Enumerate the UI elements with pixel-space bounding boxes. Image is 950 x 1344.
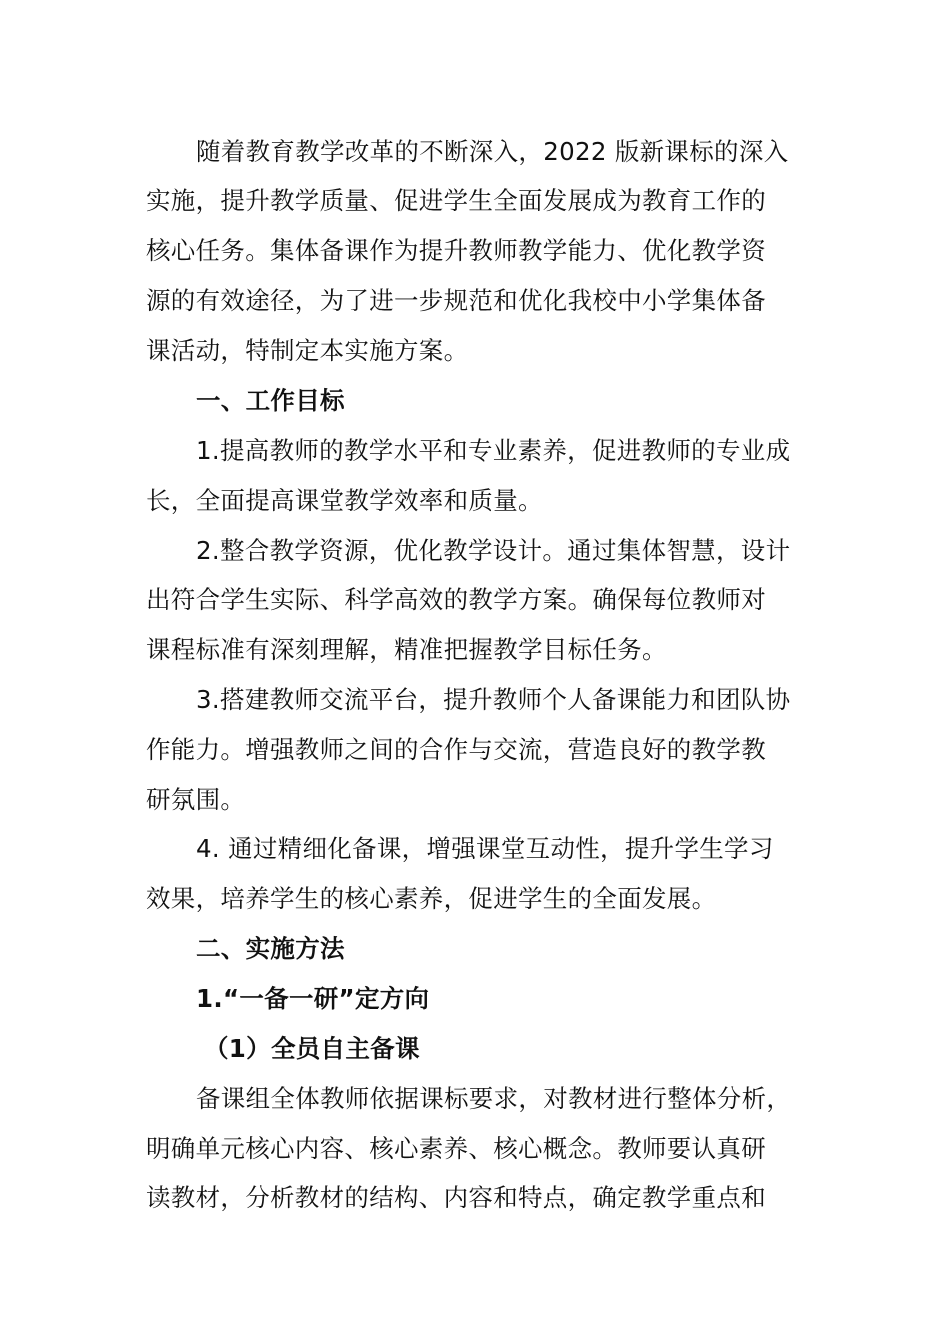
goal-4-line-2: 效果，培养学生的核心素养，促进学生的全面发展。 [146,884,717,913]
method-paragraph-line-1: 备课组全体教师依据课标要求，对教材进行整体分析， [196,1084,792,1113]
goal-3-line-3: 研氛围。 [146,785,246,814]
goal-1-line-2: 长，全面提高课堂教学效率和质量。 [146,486,543,515]
method-paragraph-line-3: 读教材，分析教材的结构、内容和特点，确定教学重点和 [146,1183,766,1212]
section-heading-methods: 二、实施方法 [196,934,345,963]
paragraph-intro-line-5: 课活动，特制定本实施方案。 [146,336,469,365]
paragraph-intro-line-4: 源的有效途径，为了进一步规范和优化我校中小学集体备 [146,286,766,315]
goal-2-line-3: 课程标准有深刻理解，精准把握教学目标任务。 [146,635,667,664]
goal-4-line-1: 4. 通过精细化备课，增强课堂互动性，提升学生学习 [196,834,774,863]
paragraph-intro-line-3: 核心任务。集体备课作为提升教师教学能力、优化教学资 [146,236,766,265]
subsection-heading-1-1: （1）全员自主备课 [204,1034,420,1063]
subsection-heading-1: 1.“一备一研”定方向 [196,984,430,1013]
paragraph-intro-line-2: 实施，提升教学质量、促进学生全面发展成为教育工作的 [146,186,766,215]
section-heading-goals: 一、工作目标 [196,386,345,415]
paragraph-intro-line-1: 随着教育教学改革的不断深入，2022 版新课标的深入 [196,137,789,166]
goal-3-line-1: 3.搭建教师交流平台，提升教师个人备课能力和团队协 [196,685,791,714]
goal-2-line-2: 出符合学生实际、科学高效的教学方案。确保每位教师对 [146,585,766,614]
goal-3-line-2: 作能力。增强教师之间的合作与交流，营造良好的教学教 [146,735,766,764]
goal-2-line-1: 2.整合教学资源，优化教学设计。通过集体智慧，设计 [196,536,791,565]
goal-1-line-1: 1.提高教师的教学水平和专业素养，促进教师的专业成 [196,436,791,465]
method-paragraph-line-2: 明确单元核心内容、核心素养、核心概念。教师要认真研 [146,1134,766,1163]
